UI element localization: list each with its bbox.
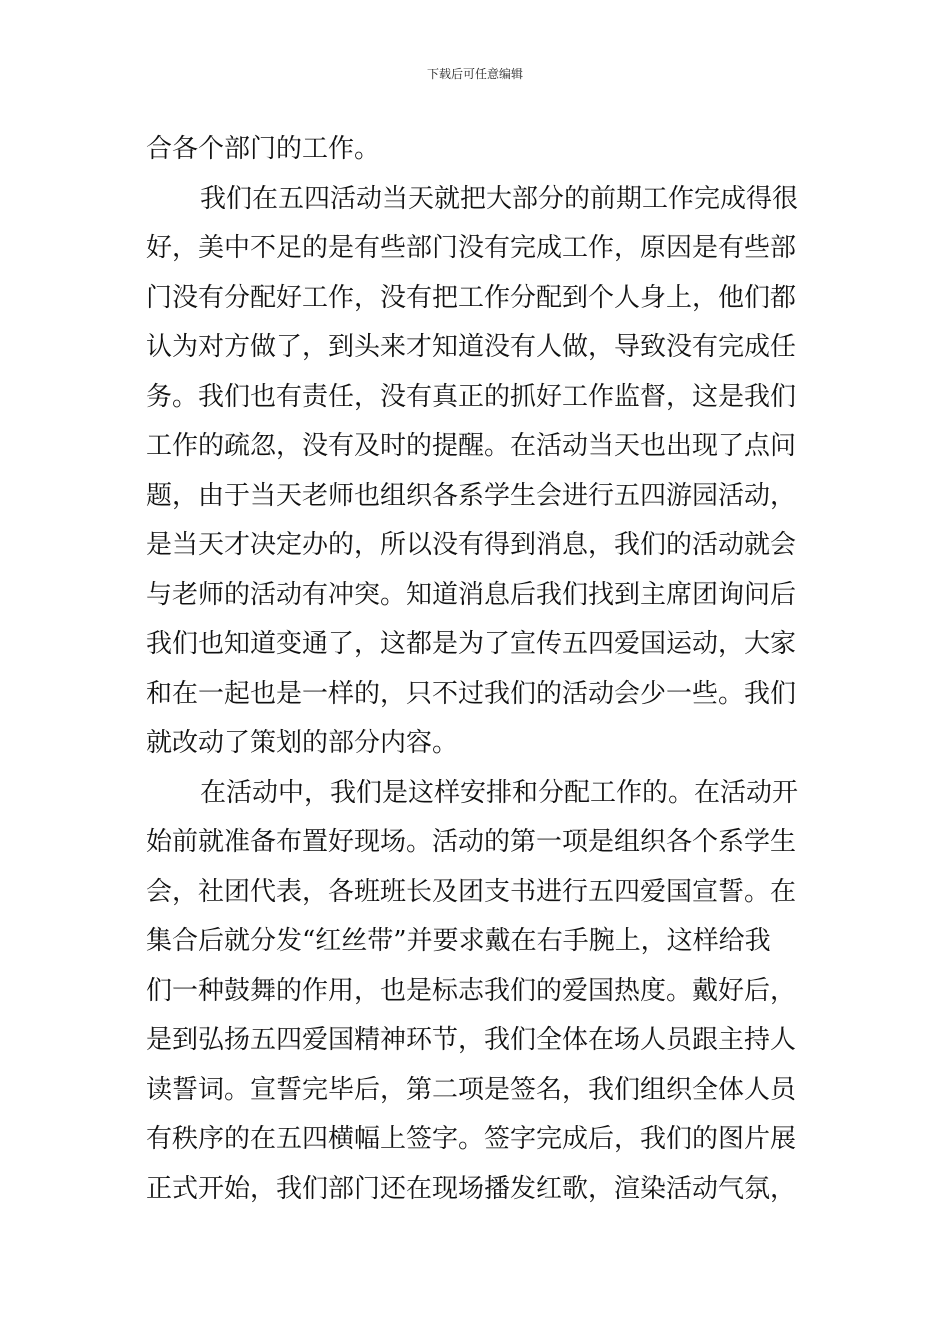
text-line: 认为对方做了，到头来才知道没有人做，导致没有完成任: [146, 332, 797, 362]
document-body: [146, 125, 816, 1214]
text-line: 正式开始，我们部门还在现场播发红歌，渲染活动气氛，: [146, 1173, 797, 1204]
text-line: 有秩序的在五四横幅上签字。签字完成后，我们的图片展: [146, 1124, 797, 1154]
text-line: 就改动了策划的部分内容。: [146, 728, 459, 758]
text-line: 们一种鼓舞的作用，也是标志我们的爱国热度。戴好后，: [146, 975, 797, 1006]
paragraph-first-line: 在活动中，我们是这样安排和分配工作的。在活动开: [200, 777, 799, 808]
text-line: 好，美中不足的是有些部门没有完成工作，原因是有些部: [146, 233, 797, 263]
text-line: 会，社团代表，各班班长及团支书进行五四爱国宣誓。在: [146, 876, 797, 907]
paragraph-first-line: 我们在五四活动当天就把大部分的前期工作完成得很: [200, 183, 799, 214]
text-line: 读誓词。宣誓完毕后，第二项是签名，我们组织全体人员: [146, 1074, 797, 1105]
text-line: 务。我们也有责任，没有真正的抓好工作监督，这是我们: [146, 381, 797, 412]
text-line: 是当天才决定办的，所以没有得到消息，我们的活动就会: [146, 530, 797, 560]
text-line: 门没有分配好工作，没有把工作分配到个人身上，他们都: [146, 282, 797, 313]
text-line: 题，由于当天老师也组织各系学生会进行五四游园活动，: [146, 480, 797, 511]
text-line: 始前就准备布置好现场。活动的第一项是组织各个系学生: [146, 827, 797, 857]
text-line: 工作的疏忽，没有及时的提醒。在活动当天也出现了点问: [146, 431, 797, 461]
text-line: 是到弘扬五四爱国精神环节，我们全体在场人员跟主持人: [146, 1025, 797, 1055]
text-line: 和在一起也是一样的，只不过我们的活动会少一些。我们: [146, 678, 797, 709]
text-line: 我们也知道变通了，这都是为了宣传五四爱国运动，大家: [146, 629, 797, 659]
text-line: 集合后就分发“红丝带”并要求戴在右手腕上，这样给我: [146, 926, 771, 956]
page-header: 下载后可任意编辑: [426, 67, 523, 81]
text-line: 与老师的活动有冲突。知道消息后我们找到主席团询问后: [146, 579, 797, 610]
text-line: 合各个部门的工作。: [146, 134, 381, 164]
